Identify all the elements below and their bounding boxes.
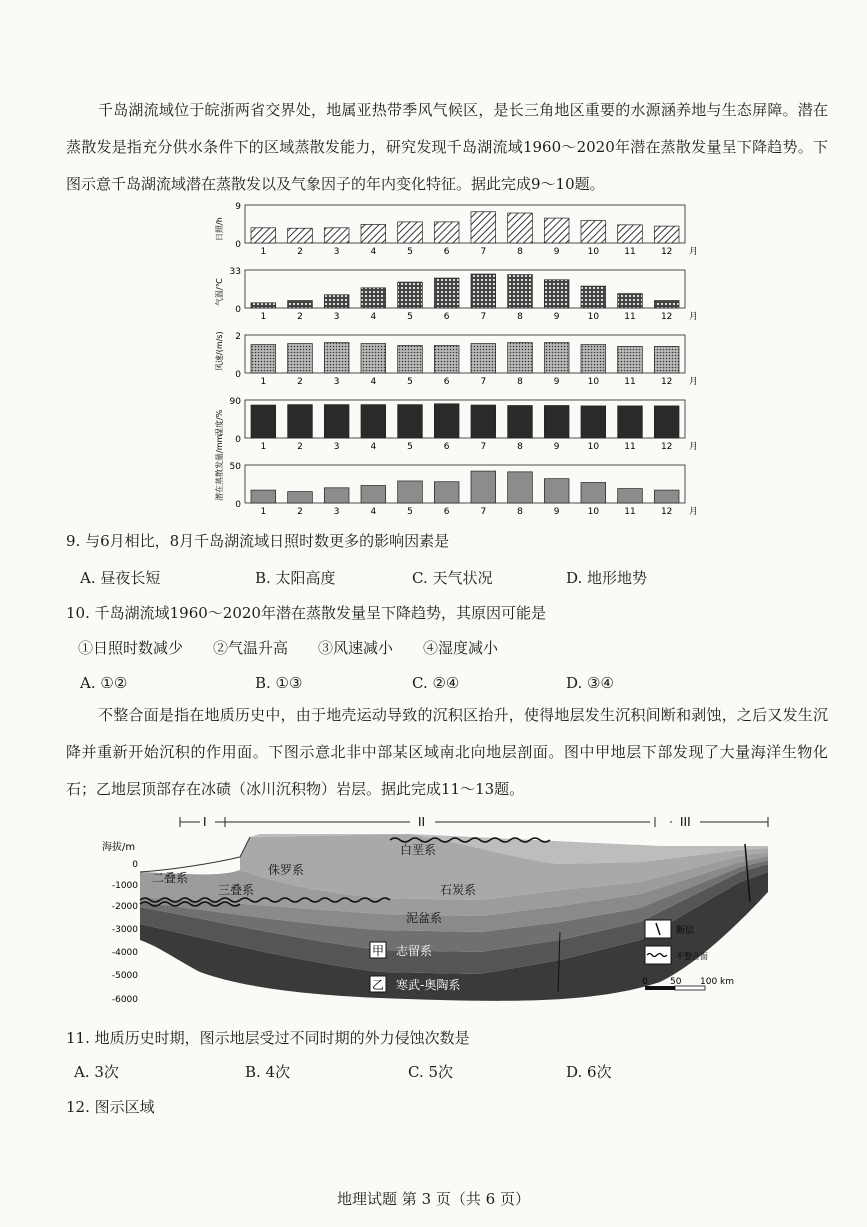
chart-bar (324, 405, 349, 438)
chart-x-tick: 8 (517, 377, 523, 387)
intro-paragraph-1: 千岛湖流域位于皖浙两省交界处，地属亚热带季风气候区，是长三角地区重要的水源涵养地与生态屏障。潜在蒸散发是指充分供水条件下的区域蒸散发能力，研究发现千岛湖流域1960～2020年潜在蒸散发量呈下降趋势。下图示意千岛湖流域潜在蒸散发以及气象因子的年内变化特征。据此完成9～10题。 (66, 101, 828, 193)
chart-x-tick: 6 (443, 377, 450, 387)
chart-bar (654, 226, 679, 243)
chart-y-axis-label: 气温/℃ (215, 278, 224, 306)
chart-x-tick: 8 (517, 507, 523, 517)
q10-option-b[interactable]: B. ①③ (255, 674, 303, 692)
chart-bar (508, 472, 533, 503)
chart-y-tick: 0 (235, 240, 241, 250)
chart-bar (288, 492, 313, 503)
chart-x-tick: 2 (297, 507, 303, 517)
chart-x-tick: 5 (407, 442, 413, 452)
chart-x-tick: 10 (587, 507, 600, 517)
layer-label-jurassic: 侏罗系 (268, 863, 305, 877)
chart-bar (508, 213, 533, 243)
chart-x-tick: 3 (333, 247, 340, 257)
chart-bar (251, 303, 276, 308)
q9-option-a[interactable]: A. 昼夜长短 (80, 569, 161, 587)
chart-bar (544, 343, 569, 373)
chart-bar (288, 301, 313, 308)
chart-bar (471, 471, 496, 503)
chart-x-tick: 11 (624, 377, 636, 387)
chart-y-tick: 0 (235, 370, 241, 380)
chart-month-unit: 月 (689, 507, 699, 517)
chart-bar (581, 406, 606, 438)
chart-bar (471, 344, 496, 373)
chart-y-tick: 9 (235, 202, 241, 212)
chart-bar (434, 404, 459, 438)
chart-bar (398, 405, 423, 438)
section-y-tick: -4000 (111, 948, 138, 958)
chart-bar (618, 225, 643, 243)
q10-option-c[interactable]: C. ②④ (412, 674, 460, 692)
chart-x-tick: 8 (517, 247, 523, 257)
section-y-tick: -5000 (111, 971, 138, 981)
chart-bar (654, 490, 679, 503)
chart-x-tick: 2 (297, 312, 303, 322)
chart-x-tick: 8 (517, 312, 523, 322)
chart-bar (508, 275, 533, 308)
zone-label-1: I (203, 815, 207, 829)
q11-option-b[interactable]: B. 4次 (245, 1063, 291, 1081)
chart-x-tick: 1 (260, 247, 267, 257)
chart-x-tick: 7 (480, 312, 487, 322)
chart-y-axis-label: 风速/(m/s) (215, 331, 224, 371)
q10-stem: 10. 千岛湖流域1960～2020年潜在蒸散发量呈下降趋势，其原因可能是 (66, 604, 546, 622)
zone-label-2: II (418, 815, 426, 829)
chart-x-tick: 10 (587, 247, 600, 257)
section-y-tick: -2000 (111, 902, 138, 912)
chart-x-tick: 3 (333, 312, 340, 322)
chart-month-unit: 月 (689, 377, 699, 387)
layer-label-silurian: 志留系 (396, 944, 433, 958)
section-y-tick: -3000 (111, 925, 138, 935)
chart-bar (618, 294, 643, 308)
section-y-tick: -1000 (111, 881, 138, 891)
chart-x-tick: 2 (297, 247, 303, 257)
chart-x-tick: 7 (480, 377, 487, 387)
chart-x-tick: 10 (587, 377, 600, 387)
q11-stem: 11. 地质历史时期，图示地层受过不同时期的外力侵蚀次数是 (66, 1029, 470, 1047)
chart-bar (581, 286, 606, 308)
chart-panel (215, 202, 698, 257)
layer-label-cretaceous: 白垩系 (400, 843, 437, 857)
chart-bar (361, 288, 386, 308)
page-footer: 地理试题 第 3 页（共 6 页） (337, 1190, 530, 1208)
chart-bar (654, 406, 679, 438)
legend-unconformity-box (645, 946, 671, 964)
chart-bar (288, 405, 313, 438)
layer-label-yi: 乙 (372, 978, 385, 992)
chart-bar (434, 345, 459, 373)
layer-label-devonian: 泥盆系 (406, 911, 443, 925)
chart-x-tick: 3 (333, 507, 340, 517)
chart-y-axis-label: 日照/h (215, 217, 224, 241)
chart-panel (214, 267, 698, 322)
chart-x-tick: 10 (587, 312, 600, 322)
intro-paragraph-2: 不整合面是指在地质历史中，由于地壳运动导致的沉积区抬升，使得地层发生沉积间断和剥蚀，之后又发生沉降并重新开始沉积的作用面。下图示意北非中部某区域南北向地层剖面。图中甲地层下部发现了大量海洋生物化石；乙地层顶部存在冰碛（冰川沉积物）岩层。据此完成11～13题。 (66, 706, 828, 798)
chart-bar (251, 228, 276, 243)
chart-x-tick: 2 (297, 442, 303, 452)
chart-y-tick: 0 (235, 500, 241, 510)
chart-x-tick: 7 (480, 247, 487, 257)
chart-x-tick: 4 (370, 377, 377, 387)
chart-x-tick: 7 (480, 442, 487, 452)
chart-x-tick: 9 (553, 312, 560, 322)
chart-bar (324, 295, 349, 308)
chart-bar (398, 282, 423, 308)
chart-bar (544, 218, 569, 243)
chart-x-tick: 5 (407, 377, 413, 387)
chart-bar (251, 490, 276, 503)
q12-stem: 12. 图示区域 (66, 1098, 155, 1116)
chart-x-tick: 1 (260, 442, 267, 452)
chart-x-tick: 3 (333, 442, 340, 452)
chart-bar (398, 481, 423, 503)
chart-bar (324, 343, 349, 373)
chart-y-tick: 90 (229, 397, 241, 407)
chart-bar (581, 221, 606, 243)
chart-bar (361, 405, 386, 438)
chart-bar (471, 274, 496, 308)
chart-x-tick: 11 (624, 247, 636, 257)
chart-y-tick: 2 (235, 332, 241, 342)
q11-option-c[interactable]: C. 5次 (408, 1063, 454, 1081)
chart-x-tick: 3 (333, 377, 340, 387)
chart-x-tick: 4 (370, 442, 377, 452)
q10-items: ①日照时数减少 ②气温升高 ③风速减小 ④湿度减小 (78, 639, 499, 657)
chart-bar (618, 406, 643, 438)
chart-bar (581, 482, 606, 503)
layer-label-carboniferous: 石炭系 (440, 883, 477, 897)
chart-bar (544, 479, 569, 503)
chart-bar (581, 345, 606, 374)
scale-label: 50 (670, 977, 682, 987)
chart-month-unit: 月 (689, 312, 699, 322)
chart-panel (214, 397, 698, 452)
chart-x-tick: 10 (587, 442, 600, 452)
surface-left (140, 837, 250, 872)
chart-x-tick: 4 (370, 247, 377, 257)
chart-x-tick: 6 (443, 442, 450, 452)
section-y-tick: -6000 (111, 995, 138, 1005)
q10-option-a[interactable]: A. ①② (80, 674, 128, 692)
chart-bar (398, 345, 423, 373)
chart-x-tick: 9 (553, 442, 560, 452)
chart-x-tick: 4 (370, 312, 377, 322)
section-y-axis-label: 海拔/m (102, 842, 136, 853)
chart-y-tick: 0 (235, 435, 241, 445)
q9-option-c[interactable]: C. 天气状况 (412, 569, 493, 587)
chart-panel (214, 331, 698, 387)
chart-y-tick: 33 (229, 267, 241, 277)
chart-x-tick: 12 (660, 377, 673, 387)
chart-y-tick: 0 (235, 305, 241, 315)
q11-option-a[interactable]: A. 3次 (74, 1063, 119, 1081)
chart-x-tick: 12 (660, 312, 673, 322)
chart-bar (654, 301, 679, 308)
chart-y-axis-label: 潜在蒸散发量/mm (215, 434, 224, 501)
chart-bar (434, 278, 459, 308)
section-y-tick: 0 (132, 860, 138, 870)
chart-y-tick: 50 (229, 462, 241, 472)
layer-label-permian: 二叠系 (152, 871, 189, 885)
chart-bar (434, 482, 459, 503)
chart-bar (251, 345, 276, 374)
chart-bar (434, 222, 459, 243)
q9-option-d[interactable]: D. 地形地势 (566, 569, 648, 587)
q11-option-d[interactable]: D. 6次 (566, 1063, 612, 1081)
chart-bar (471, 405, 496, 438)
layer-label-cambrian: 寒武-奥陶系 (396, 978, 461, 992)
chart-x-tick: 12 (660, 247, 673, 257)
section-y-ticks (112, 860, 138, 1005)
legend-fault-label: 断层 (676, 926, 695, 936)
chart-x-tick: 12 (660, 507, 673, 517)
chart-x-tick: 9 (553, 507, 560, 517)
chart-bar (398, 222, 423, 243)
chart-x-tick: 9 (553, 377, 560, 387)
legend-unconformity-label: 不整合面 (676, 952, 708, 961)
chart-x-tick: 5 (407, 247, 413, 257)
chart-bar (471, 212, 496, 243)
chart-bar (618, 489, 643, 503)
chart-x-tick: 7 (480, 507, 487, 517)
chart-month-unit: 月 (689, 442, 699, 452)
chart-bar (324, 228, 349, 243)
chart-x-tick: 1 (260, 312, 267, 322)
chart-x-tick: 5 (407, 507, 413, 517)
chart-x-tick: 4 (370, 507, 377, 517)
climate-bar-charts (200, 198, 700, 523)
q9-option-b[interactable]: B. 太阳高度 (255, 569, 336, 587)
chart-x-tick: 6 (443, 312, 450, 322)
chart-bar (361, 344, 386, 373)
zone-label-3: III (680, 815, 691, 829)
chart-x-tick: 11 (624, 507, 636, 517)
scale-label: 0 (642, 977, 648, 987)
chart-month-unit: 月 (689, 247, 699, 257)
chart-bar (288, 344, 313, 373)
chart-bar (544, 405, 569, 438)
chart-bar (251, 405, 276, 438)
chart-bar (508, 343, 533, 373)
chart-x-tick: 11 (624, 442, 636, 452)
chart-x-tick: 11 (624, 312, 636, 322)
chart-x-tick: 5 (407, 312, 413, 322)
chart-x-tick: 9 (553, 247, 560, 257)
chart-x-tick: 6 (443, 507, 450, 517)
chart-bar (361, 224, 386, 243)
chart-bar (508, 405, 533, 438)
chart-bar (618, 346, 643, 373)
chart-x-tick: 2 (297, 377, 303, 387)
chart-bar (544, 280, 569, 308)
q10-option-d[interactable]: D. ③④ (566, 674, 614, 692)
chart-bar (361, 486, 386, 503)
chart-bar (288, 228, 313, 243)
chart-x-tick: 8 (517, 442, 523, 452)
q9-stem: 9. 与6月相比，8月千岛湖流域日照时数更多的影响因素是 (66, 532, 450, 550)
chart-x-tick: 6 (443, 247, 450, 257)
chart-bar (324, 488, 349, 503)
chart-x-tick: 12 (660, 442, 673, 452)
geologic-cross-section (100, 812, 780, 1020)
chart-y-axis-label: 湿度/% (215, 409, 224, 436)
scale-label: 100 km (700, 977, 735, 987)
chart-bar (654, 346, 679, 373)
chart-x-tick: 1 (260, 377, 267, 387)
layer-label-triassic: 三叠系 (218, 883, 255, 897)
layer-label-jia: 甲 (372, 944, 385, 958)
chart-x-tick: 1 (260, 507, 267, 517)
